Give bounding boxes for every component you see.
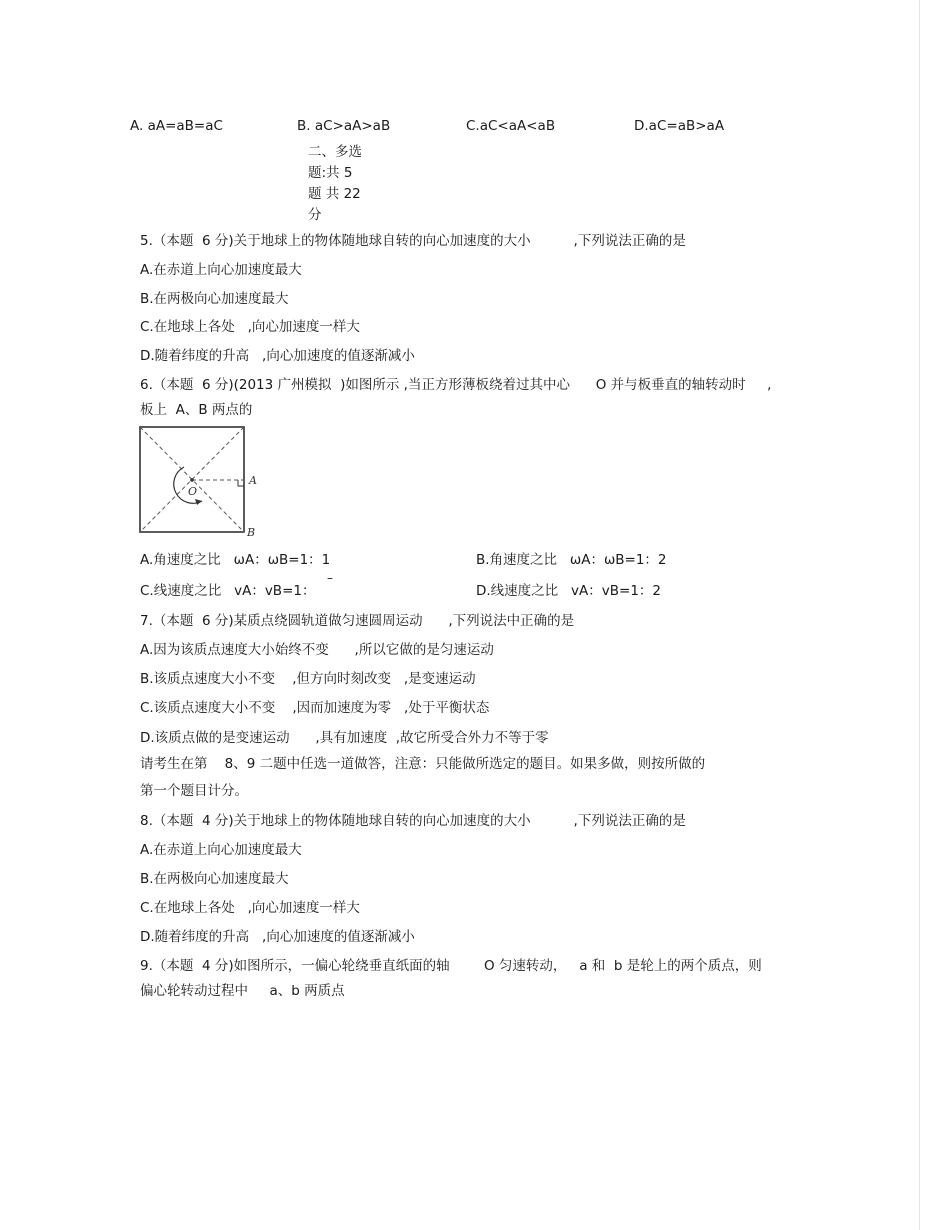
q8-stem: 8.（本题 4 分)关于地球上的物体随地球自转的向心加速度的大小 ,下列说法正确的是 bbox=[140, 813, 686, 829]
q6-option-c: C.线速度之比 vA：vB=1： bbox=[140, 583, 316, 599]
page-edge-line bbox=[919, 0, 920, 1230]
section-header-line: 题:共 5 bbox=[308, 165, 353, 181]
q8-option-b: B.在两极向心加速度最大 bbox=[140, 871, 289, 887]
right-angle-mark bbox=[238, 480, 244, 486]
section-header-line: 题 共 22 bbox=[308, 186, 361, 202]
q6-option-c-mark: – bbox=[327, 571, 333, 585]
q5-option-a: A.在赤道上向心加速度最大 bbox=[140, 262, 302, 278]
q5-option-b: B.在两极向心加速度最大 bbox=[140, 291, 289, 307]
q8-option-c: C.在地球上各处 ,向心加速度一样大 bbox=[140, 900, 360, 916]
instruction-line1: 请考生在第 8、9 二题中任选一道做答，注意：只能做所选定的题目。如果多做，则按所做的 bbox=[140, 756, 706, 772]
q7-stem: 7.（本题 6 分)某质点绕圆轨道做匀速圆周运动 ,下列说法中正确的是 bbox=[140, 613, 575, 629]
label-b: B bbox=[247, 526, 256, 539]
q7-option-c: C.该质点速度大小不变 ,因而加速度为零 ,处于平衡状态 bbox=[140, 700, 490, 716]
section-header bbox=[308, 142, 378, 226]
q6-option-b: B.角速度之比 ωA：ωB=1：2 bbox=[476, 552, 667, 568]
q4-options bbox=[130, 118, 770, 138]
q6-stem-line1: 6.（本题 6 分)(2013 广州模拟 )如图所示 ,当正方形薄板绕着过其中心 O 并与板垂直的轴转动时 , bbox=[140, 377, 772, 393]
q8-option-a: A.在赤道上向心加速度最大 bbox=[140, 842, 302, 858]
q5-stem: 5.（本题 6 分)关于地球上的物体随地球自转的向心加速度的大小 ,下列说法正确的是 bbox=[140, 233, 686, 249]
q5-option-d: D.随着纬度的升高 ,向心加速度的值逐渐减小 bbox=[140, 348, 415, 364]
q7-option-d: D.该质点做的是变速运动 ,具有加速度 ,故它所受合外力不等于零 bbox=[140, 730, 549, 746]
q7-option-b: B.该质点速度大小不变 ,但方向时刻改变 ,是变速运动 bbox=[140, 671, 476, 687]
q6-stem-line2: 板上 A、B 两点的 bbox=[140, 402, 253, 418]
q8-option-d: D.随着纬度的升高 ,向心加速度的值逐渐减小 bbox=[140, 929, 415, 945]
section-header-line: 分 bbox=[308, 207, 322, 223]
q4-option-a: A. aA=aB=aC bbox=[130, 118, 223, 134]
q4-option-c: C.aC<aA<aB bbox=[466, 118, 556, 134]
instruction-line2: 第一个题目计分。 bbox=[140, 783, 248, 799]
q4-option-b: B. aC>aA>aB bbox=[297, 118, 391, 134]
center-point bbox=[190, 478, 194, 482]
q6-option-a: A.角速度之比 ωA：ωB=1：1 bbox=[140, 552, 331, 568]
label-a: A bbox=[249, 474, 257, 487]
q7-option-a: A.因为该质点速度大小始终不变 ,所以它做的是匀速运动 bbox=[140, 642, 494, 658]
q5-option-c: C.在地球上各处 ,向心加速度一样大 bbox=[140, 319, 360, 335]
square-plate-diagram bbox=[138, 425, 268, 540]
label-o: O bbox=[188, 485, 198, 498]
q6-option-d: D.线速度之比 vA：vB=1：2 bbox=[476, 583, 662, 599]
q6-square-plate-figure bbox=[138, 425, 268, 544]
q4-option-d: D.aC=aB>aA bbox=[634, 118, 725, 134]
section-header-line: 二、多选 bbox=[308, 144, 362, 160]
q9-stem-line2: 偏心轮转动过程中 a、b 两质点 bbox=[140, 983, 345, 999]
q9-stem-line1: 9.（本题 4 分)如图所示，一偏心轮绕垂直纸面的轴 O 匀速转动， a 和 b 是轮上的两个质点，则 bbox=[140, 958, 762, 974]
